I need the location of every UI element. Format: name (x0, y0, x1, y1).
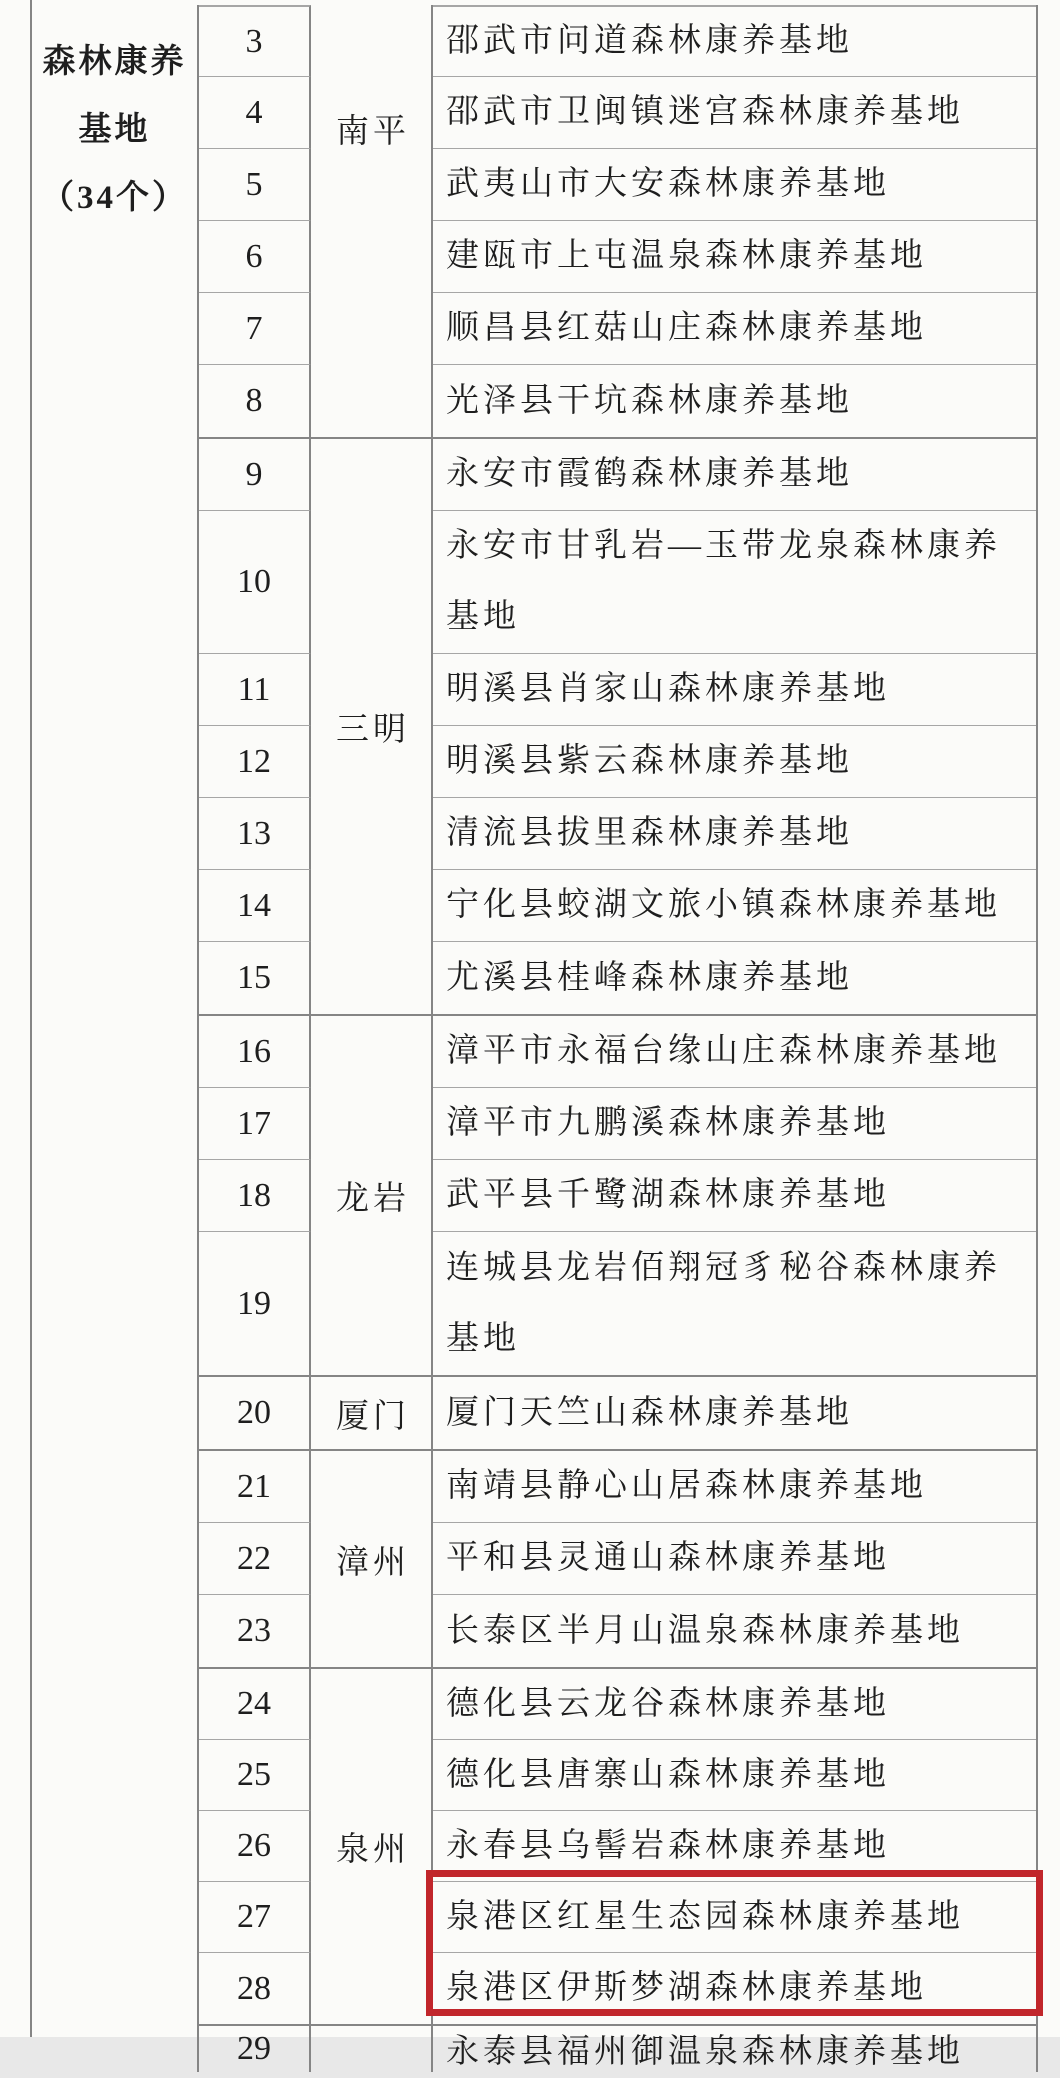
row-number: 28 (199, 1953, 311, 2024)
region-cell: 龙岩 (311, 1016, 433, 1375)
region-cell: 泉州 (311, 1669, 433, 2024)
row-number: 22 (199, 1523, 311, 1595)
base-name-cell: 连城县龙岩佰翔冠豸秘谷森林康养基地 (446, 1249, 1001, 1357)
base-name-cell: 平和县灵通山森林康养基地 (433, 1523, 1036, 1595)
base-name-cell: 宁化县蛟湖文旅小镇森林康养基地 (433, 870, 1036, 942)
base-name-cell: 永安市霞鹤森林康养基地 (433, 439, 1036, 511)
row-number: 11 (199, 654, 311, 726)
row-number: 25 (199, 1740, 311, 1811)
base-name-cell: 顺昌县红菇山庄森林康养基地 (433, 293, 1036, 365)
highlight-box (426, 1870, 1043, 2016)
category-header-cell (30, 0, 197, 2037)
row-number: 21 (199, 1451, 311, 1523)
row-number: 12 (199, 726, 311, 798)
base-name-cell: 清流县拔里森林康养基地 (433, 798, 1036, 870)
row-number: 23 (199, 1595, 311, 1667)
base-name-cell: 泉港区伊斯梦湖森林康养基地 (446, 1970, 927, 2006)
row-number: 17 (199, 1088, 311, 1160)
base-name-cell: 厦门天竺山森林康养基地 (446, 1394, 853, 1431)
base-name-cell: 建瓯市上屯温泉森林康养基地 (433, 221, 1036, 293)
row-number: 15 (199, 942, 311, 1014)
base-name-cell: 邵武市卫闽镇迷宫森林康养基地 (433, 77, 1036, 149)
region-group (199, 2026, 1036, 2072)
region-cell (311, 2026, 433, 2072)
row-number: 18 (199, 1160, 311, 1232)
region-group (199, 1016, 1036, 1377)
row-number: 29 (199, 2026, 311, 2072)
row-number: 10 (199, 511, 311, 654)
base-name-cell: 长泰区半月山温泉森林康养基地 (446, 1612, 964, 1649)
base-name-cell: 漳平市九鹏溪森林康养基地 (433, 1088, 1036, 1160)
row-number: 24 (199, 1669, 311, 1740)
row-number: 13 (199, 798, 311, 870)
region-cell: 漳州 (311, 1451, 433, 1667)
row-number: 8 (199, 365, 311, 437)
base-name-cell: 邵武市问道森林康养基地 (433, 5, 1036, 77)
region-cell: 三明 (311, 439, 433, 1014)
row-number: 19 (199, 1232, 311, 1375)
base-name-cell: 南靖县静心山居森林康养基地 (433, 1451, 1036, 1523)
base-name-cell: 永泰县福州御温泉森林康养基地 (446, 2034, 964, 2070)
region-cell: 南平 (311, 5, 433, 437)
base-name-cell: 明溪县肖家山森林康养基地 (433, 654, 1036, 726)
region-group (199, 1451, 1036, 1669)
region-cell: 厦门 (311, 1377, 433, 1449)
category-line-1: 森林康养 (42, 44, 187, 80)
row-number: 14 (199, 870, 311, 942)
category-line-2: 基地 (78, 112, 151, 148)
row-number: 20 (199, 1377, 311, 1449)
base-name-cell: 漳平市永福台缘山庄森林康养基地 (433, 1016, 1036, 1088)
base-name-cell: 尤溪县桂峰森林康养基地 (446, 959, 853, 996)
base-name-cell: 泉港区红星生态园森林康养基地 (433, 1882, 1036, 1953)
region-group (199, 439, 1036, 1016)
base-name-cell: 武夷山市大安森林康养基地 (433, 149, 1036, 221)
base-name-cell: 德化县唐寨山森林康养基地 (433, 1740, 1036, 1811)
row-number: 16 (199, 1016, 311, 1088)
base-name-cell: 光泽县干坑森林康养基地 (446, 382, 853, 419)
category-line-3: （34个） (41, 180, 188, 216)
base-name-cell: 永安市甘乳岩—玉带龙泉森林康养基地 (433, 511, 1036, 654)
base-name-cell: 明溪县紫云森林康养基地 (433, 726, 1036, 798)
region-group (199, 5, 1036, 439)
row-number: 26 (199, 1811, 311, 1882)
row-number: 5 (199, 149, 311, 221)
row-number: 9 (199, 439, 311, 511)
base-name-cell: 永春县乌髻岩森林康养基地 (433, 1811, 1036, 1882)
region-group (199, 1377, 1036, 1451)
row-number: 3 (199, 5, 311, 77)
row-number: 6 (199, 221, 311, 293)
row-number: 4 (199, 77, 311, 149)
base-name-cell: 德化县云龙谷森林康养基地 (433, 1669, 1036, 1740)
base-list-table (197, 5, 1038, 2072)
row-number: 27 (199, 1882, 311, 1953)
base-name-cell: 武平县千鹭湖森林康养基地 (433, 1160, 1036, 1232)
row-number: 7 (199, 293, 311, 365)
